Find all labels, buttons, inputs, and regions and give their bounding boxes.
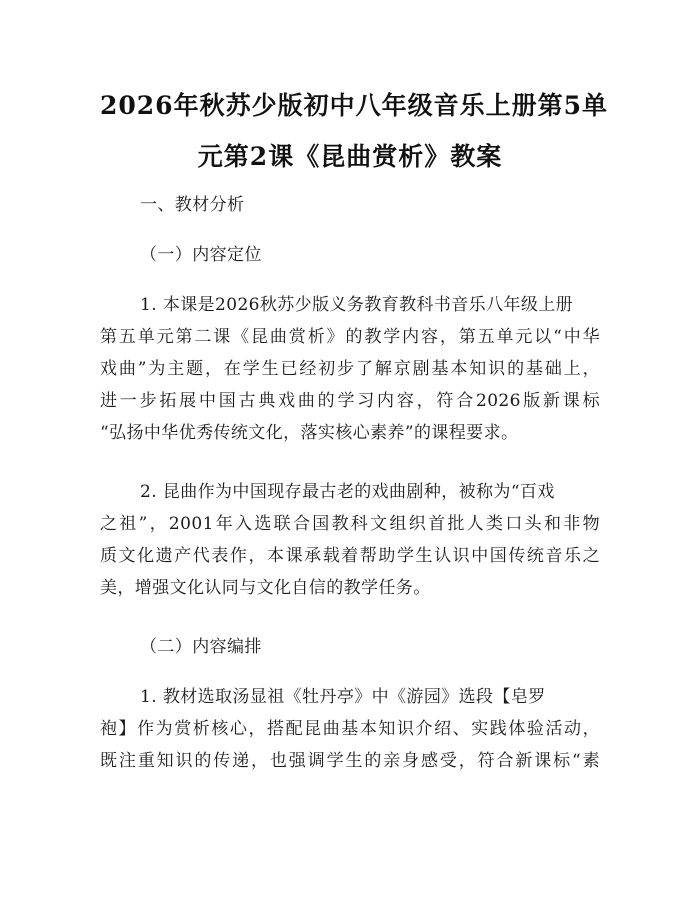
paragraph-1-line-5: “弘扬中华优秀传统文化，落实核心素养”的课程要求。 (100, 423, 519, 443)
paragraph-1-line-4: 进一步拓展中国古典戏曲的学习内容，符合2026版新课标 (100, 391, 600, 411)
paragraph-3-line-1: 1. 教材选取汤显祖《牡丹亭》中《游园》选段【皂罗 (140, 687, 546, 707)
document-title-line-2: 元第2课《昆曲赏析》教案 (197, 142, 503, 171)
paragraph-3-line-3: 既注重知识的传递，也强调学生的亲身感受，符合新课标“素 (100, 751, 600, 771)
paragraph-2-line-4: 美，增强文化认同与文化自信的教学任务。 (100, 578, 431, 598)
paragraph-1-line-2: 第五单元第二课《昆曲赏析》的教学内容，第五单元以“中华 (100, 327, 600, 347)
paragraph-3-line-2: 袍】作为赏析核心，搭配昆曲基本知识介绍、实践体验活动， (100, 719, 600, 739)
document-title-line-1: 2026年秋苏少版初中八年级音乐上册第5单 (100, 91, 608, 120)
paragraph-2-line-3: 质文化遗产代表作，本课承载着帮助学生认识中国传统音乐之 (100, 546, 600, 566)
subsection-heading-content-positioning: （一）内容定位 (140, 245, 262, 265)
subsection-heading-content-arrangement: （二）内容编排 (140, 637, 262, 657)
paragraph-1-line-1: 1. 本课是2026秋苏少版义务教育教科书音乐八年级上册 (140, 295, 574, 315)
paragraph-2-line-2: 之祖”，2001年入选联合国教科文组织首批人类口头和非物 (100, 514, 600, 534)
paragraph-1-line-3: 戏曲”为主题，在学生已经初步了解京剧基本知识的基础上， (100, 359, 600, 379)
section-heading-textbook-analysis: 一、教材分析 (140, 195, 245, 215)
paragraph-2-line-1: 2. 昆曲作为中国现存最古老的戏曲剧种，被称为“百戏 (140, 482, 555, 502)
